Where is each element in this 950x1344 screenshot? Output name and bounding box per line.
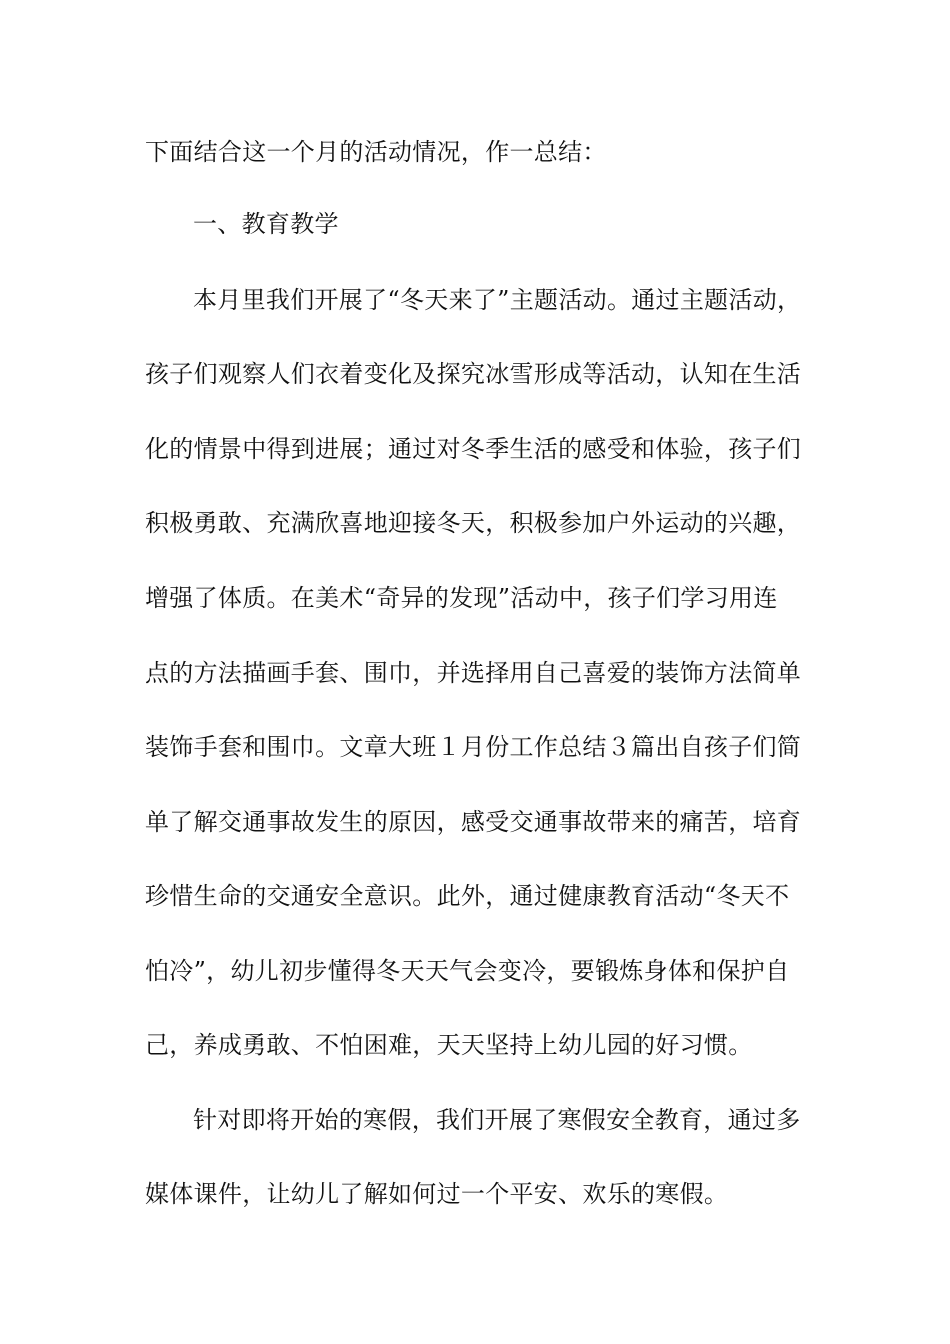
text-line: 积极勇敢、充满欣喜地迎接冬天，积极参加户外运动的兴趣， — [145, 509, 802, 537]
text-line: 媒体课件，让幼儿了解如何过一个平安、欢乐的寒假。 — [145, 1180, 729, 1208]
text-line: 装饰手套和围巾。文章大班１月份工作总结３篇出自孩子们简 — [145, 733, 802, 761]
text-line: 己，养成勇敢、不怕困难，天天坚持上幼儿园的好习惯。 — [145, 1031, 753, 1059]
text-line: 增强了体质。在美术“奇异的发现”活动中，孩子们学习用连 — [145, 584, 778, 612]
section-heading: 一、教育教学 — [193, 210, 339, 238]
text-line: 珍惜生命的交通安全意识。此外，通过健康教育活动“冬天不 — [145, 882, 790, 910]
text-line: 化的情景中得到进展；通过对冬季生活的感受和体验，孩子们 — [145, 435, 802, 463]
text-line: 孩子们观察人们衣着变化及探究冰雪形成等活动，认知在生活 — [145, 360, 802, 388]
text-line: 单了解交通事故发生的原因，感受交通事故带来的痛苦，培育 — [145, 808, 802, 836]
text-line: 针对即将开始的寒假，我们开展了寒假安全教育，通过多 — [193, 1106, 801, 1134]
text-line: 本月里我们开展了“冬天来了”主题活动。通过主题活动， — [193, 286, 802, 314]
text-line: 点的方法描画手套、围巾，并选择用自己喜爱的装饰方法简单 — [145, 659, 802, 687]
text-line: 怕冷”，幼儿初步懂得冬天天气会变冷，要锻炼身体和保护自 — [145, 957, 790, 985]
text-line: 下面结合这一个月的活动情况，作一总结： — [145, 138, 607, 166]
